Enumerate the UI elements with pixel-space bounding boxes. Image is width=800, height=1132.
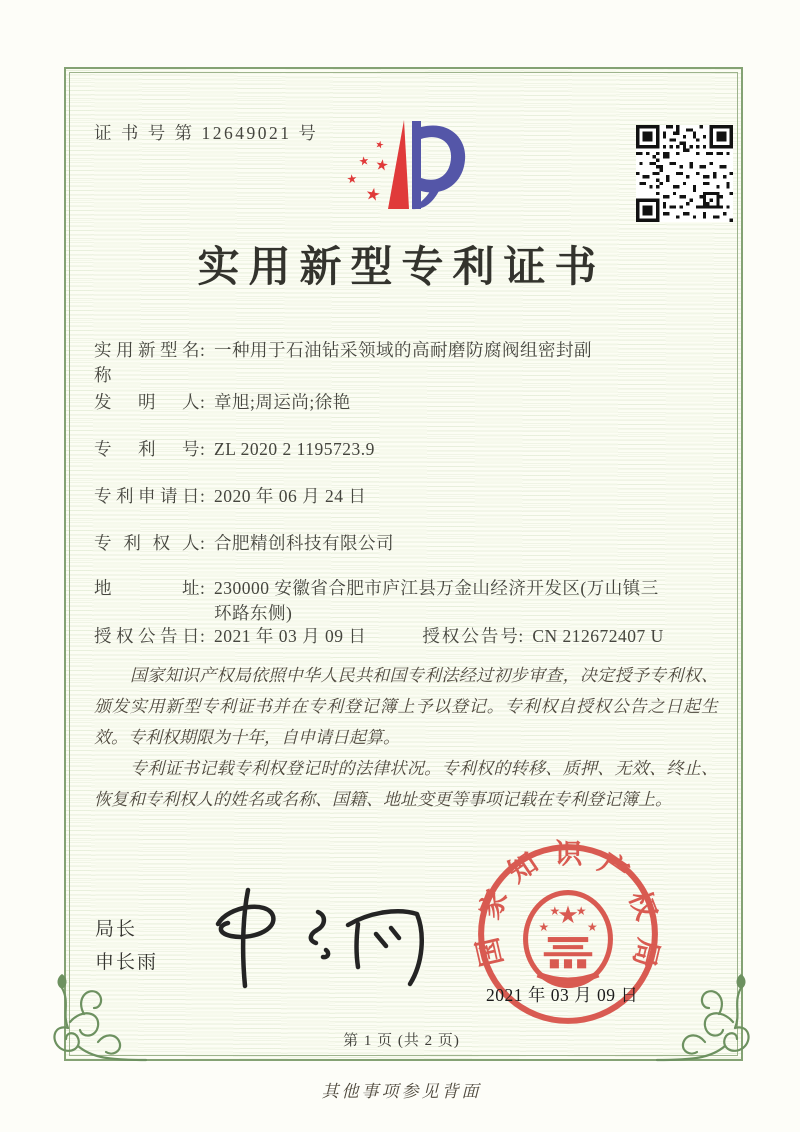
field-filing-date — [94, 484, 724, 509]
field-value: 一种用于石油钻采领域的高耐磨防腐阀组密封副 — [214, 340, 592, 360]
corner-flourish-right-icon — [655, 970, 755, 1065]
field-value: ZL 2020 2 1195723.9 — [214, 439, 375, 459]
seal-date: 2021 年 03 月 09 日 — [486, 985, 639, 1005]
field-colon: : — [200, 439, 206, 459]
field-colon: : — [200, 392, 206, 412]
field-value: 合肥精创科技有限公司 — [214, 533, 394, 553]
certificate-title: 实用新型专利证书 — [197, 245, 606, 291]
svg-text:★: ★ — [373, 139, 386, 152]
field-patent-number — [94, 437, 724, 462]
field-colon: : — [200, 340, 206, 360]
field-utility-model-name — [94, 338, 724, 388]
field-inventor — [94, 390, 724, 415]
svg-text:★: ★ — [549, 903, 561, 918]
field-label: 实用新型名称 — [94, 340, 200, 385]
director-printed-name: 申长雨 — [95, 952, 159, 973]
svg-text:★: ★ — [575, 903, 587, 918]
director-title: 局长 — [95, 919, 138, 940]
field-label: 地址 — [94, 578, 200, 598]
svg-text:★: ★ — [538, 919, 550, 934]
cnipa-patent-logo-icon — [340, 112, 470, 217]
svg-text:★: ★ — [357, 153, 371, 169]
field-grant-row — [94, 624, 724, 649]
svg-text:★: ★ — [586, 919, 598, 934]
field-colon: : — [200, 626, 206, 646]
field-label: 授权公告号 — [422, 626, 519, 646]
field-label: 专利号 — [94, 439, 200, 459]
field-grant-date — [94, 626, 366, 646]
svg-text:★: ★ — [345, 171, 359, 187]
field-grant-number — [422, 626, 663, 646]
field-value: CN 212672407 U — [532, 626, 664, 646]
field-colon: : — [200, 533, 206, 553]
field-label: 授权公告日 — [94, 626, 200, 646]
field-label: 专利申请日 — [94, 486, 200, 506]
field-patentee — [94, 531, 724, 556]
legal-text-block — [94, 660, 718, 815]
certificate-number: 证 书 号 第 12649021 号 — [94, 123, 319, 143]
field-colon: : — [518, 626, 524, 646]
field-value: 230000 安徽省合肥市庐江县万金山经济开发区(万山镇三环路东侧) — [214, 578, 659, 623]
seal-text: 国家知识产权局 — [472, 839, 664, 970]
legal-paragraph-1: 国家知识产权局依照中华人民共和国专利法经过初步审查，决定授予专利权、颁发实用新型专利证书并在专利登记簿上予以登记。专利权自授权公告之日起生效。专利权期限为十年，自申请日起算。 — [94, 666, 718, 747]
qr-code — [636, 125, 733, 222]
field-value: 2021 年 03 月 09 日 — [214, 626, 367, 646]
field-colon: : — [200, 578, 206, 598]
national-emblem-icon — [526, 893, 611, 986]
corner-flourish-left-icon — [48, 970, 148, 1065]
svg-text:★: ★ — [363, 183, 383, 207]
back-side-note: 其他事项参见背面 — [321, 1082, 482, 1101]
field-value: 章旭;周运尚;徐艳 — [214, 392, 351, 412]
svg-text:★: ★ — [374, 155, 390, 175]
legal-paragraph-2: 专利证书记载专利权登记时的法律状况。专利权的转移、质押、无效、终止、恢复和专利权人的姓名或名称、国籍、地址变更等事项记载在专利登记簿上。 — [94, 759, 718, 809]
field-colon: : — [200, 486, 206, 506]
page-number: 第 1 页 (共 2 页) — [343, 1033, 460, 1049]
field-label: 发明人 — [94, 392, 200, 412]
field-address — [94, 576, 724, 626]
svg-text:★: ★ — [557, 899, 579, 929]
director-signature — [190, 882, 440, 997]
field-label: 专利权人 — [94, 533, 200, 553]
field-value: 2020 年 06 月 24 日 — [214, 486, 367, 506]
